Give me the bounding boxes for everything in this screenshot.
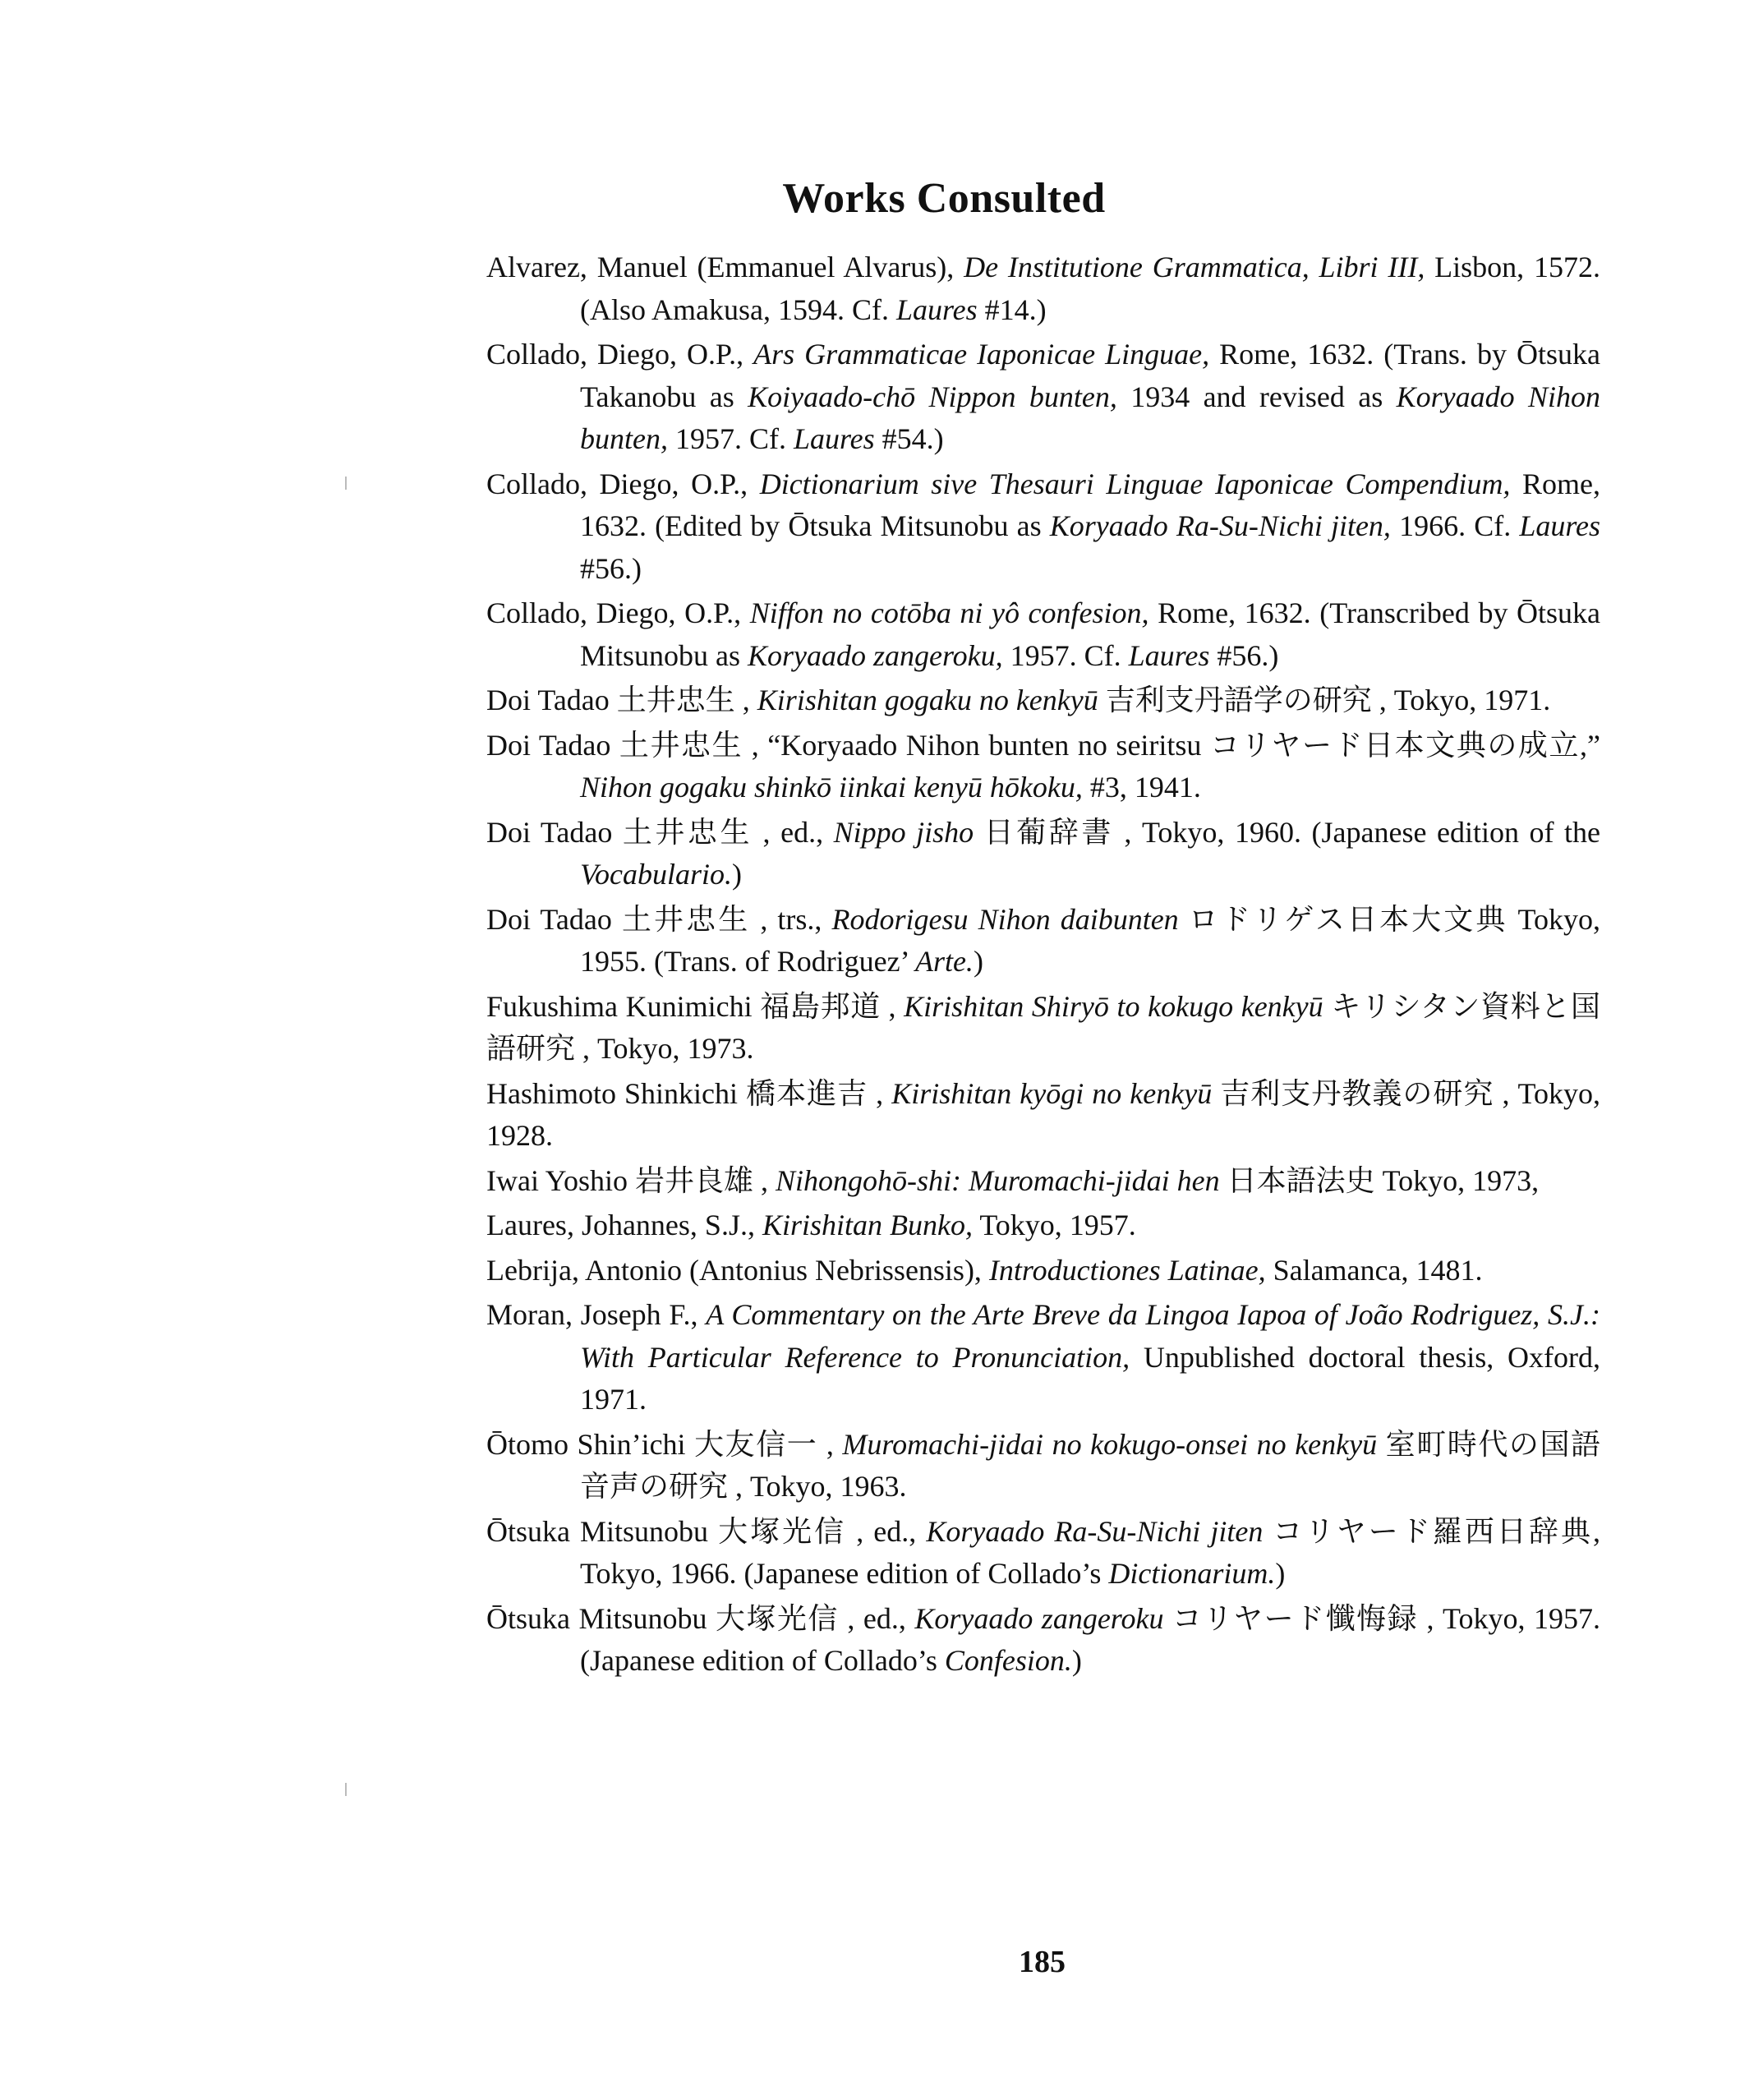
bibliography-entry: [486, 1511, 1600, 1596]
entry-text: ロドリゲス日本大文典 Tokyo, 1955. (Trans. of Rodriguez’: [580, 902, 1600, 978]
entry-title-italic: Nihon gogaku shinkō iinkai kenyū hōkoku,: [580, 771, 1083, 804]
entry-text: Rome, 1632. (Transcribed by Ōtsuka Mitsunobu as: [580, 596, 1600, 672]
bibliography-entry: [486, 334, 1600, 461]
entry-text: ): [973, 945, 983, 978]
entry-title-italic: Kirishitan gogaku no kenkyū: [757, 684, 1098, 716]
entry-title-italic: Laures: [1519, 509, 1601, 542]
entry-text: ): [732, 858, 742, 891]
entry-text: Salamanca, 1481.: [1265, 1253, 1483, 1287]
entry-text: 吉利支丹語学の研究 , Tokyo, 1971.: [1098, 684, 1551, 716]
entry-text: #14.): [977, 292, 1047, 326]
bibliography-entry: [486, 246, 1600, 331]
entry-title-italic: Dictionarium.: [1108, 1557, 1276, 1590]
entry-title-italic: Kirishitan kyōgi no kenkyū: [891, 1076, 1213, 1110]
entry-title-italic: Arte.: [914, 945, 974, 978]
bibliography-entry: [486, 1160, 1600, 1203]
entry-title-italic: Dictionarium sive Thesauri Linguae Iaponicae Compendium,: [759, 467, 1511, 500]
entry-title-italic: Laures: [793, 422, 875, 455]
bibliography-entry: [486, 592, 1600, 677]
entry-text: Alvarez, Manuel (Emmanuel Alvarus),: [486, 251, 964, 283]
entry-title-italic: Koryaado Ra-Su-Nichi jiten: [926, 1514, 1264, 1548]
entry-title-italic: A Commentary on the Arte Breve da Lingoa Iapoa of João Rodriguez, S.J.: With Particular Reference to Pronunciation,: [580, 1298, 1600, 1374]
bibliography-entry: [486, 1424, 1600, 1508]
bibliography-entry: [486, 1294, 1600, 1421]
entry-text: Doi Tadao 土井忠生 , trs.,: [486, 902, 832, 936]
entry-text: Lisbon, 1572. (Also Amakusa, 1594. Cf.: [580, 251, 1601, 326]
entry-text: 日本語法史 Tokyo, 1973,: [1219, 1163, 1540, 1197]
entry-text: 吉利支丹教義の研究 , Tokyo, 1928.: [486, 1076, 1601, 1152]
entry-text: #3, 1941.: [1082, 771, 1201, 804]
entry-text: Laures, Johannes, S.J.,: [486, 1209, 762, 1241]
entry-text: Unpublished doctoral thesis, Oxford, 1971.: [580, 1340, 1600, 1416]
entry-text: Hashimoto Shinkichi 橋本進吉 ,: [486, 1076, 892, 1110]
entry-text: Lebrija, Antonio (Antonius Nebrissensis),: [486, 1253, 989, 1287]
entry-title-italic: Koryaado Ra-Su-Nichi jiten,: [1049, 509, 1391, 542]
entry-text: ): [1071, 1644, 1082, 1677]
entry-text: Doi Tadao 土井忠生 ,: [486, 684, 757, 716]
entry-title-italic: Vocabulario.: [580, 858, 732, 891]
entry-text: Iwai Yoshio 岩井良雄 ,: [486, 1163, 776, 1197]
entry-text: 日葡辞書 , Tokyo, 1960. (Japanese edition of the: [974, 815, 1600, 849]
entry-title-italic: Introductiones Latinae,: [988, 1253, 1266, 1287]
entry-title-italic: Niffon no cotōba ni yô confesion,: [749, 596, 1149, 629]
page-title: Works Consulted: [782, 175, 1106, 222]
bibliography-entry: [486, 899, 1600, 983]
entry-text: 1934 and revised as: [1116, 380, 1397, 413]
entry-text: Ōtomo Shin’ichi 大友信一 ,: [486, 1427, 843, 1461]
entry-text: Rome, 1632. (Trans. by Ōtsuka Takanobu as: [580, 338, 1600, 413]
page-number: 185: [1019, 1945, 1066, 1979]
entry-text: Ōtsuka Mitsunobu 大塚光信 , ed.,: [486, 1514, 927, 1548]
entry-text: Doi Tadao 土井忠生 , ed.,: [486, 815, 834, 849]
entry-title-italic: Muromachi-jidai no kokugo-onsei no kenkyū: [842, 1427, 1378, 1461]
entry-text: Rome, 1632. (Edited by Ōtsuka Mitsunobu as: [580, 467, 1600, 542]
bibliography-entry: [486, 1073, 1600, 1158]
entry-text: 1957. Cf.: [667, 422, 794, 455]
entry-text: 室町時代の国語音声の研究 , Tokyo, 1963.: [580, 1427, 1600, 1503]
bibliography-list: [486, 246, 1600, 1685]
entry-text: Tokyo, 1957.: [972, 1209, 1136, 1241]
entry-title-italic: Koryaado zangeroku,: [748, 638, 1003, 672]
bibliography-entry: [486, 1250, 1600, 1292]
entry-title-italic: Koryaado zangeroku: [914, 1601, 1164, 1635]
entry-text: #56.): [1209, 638, 1279, 672]
bibliography-entry: [486, 679, 1600, 722]
scan-speck: [345, 1783, 347, 1796]
entry-text: 1966. Cf.: [1390, 509, 1520, 542]
entry-text: Collado, Diego, O.P.,: [486, 338, 754, 371]
scan-speck: [345, 477, 347, 490]
entry-text: Ōtsuka Mitsunobu 大塚光信 , ed.,: [486, 1601, 915, 1635]
entry-text: #54.): [874, 422, 944, 455]
entry-text: Fukushima Kunimichi 福島邦道 ,: [486, 989, 905, 1023]
entry-title-italic: Kirishitan Bunko,: [762, 1209, 973, 1241]
entry-title-italic: De Institutione Grammatica, Libri III,: [964, 251, 1425, 283]
entry-text: 1957. Cf.: [1002, 638, 1129, 672]
bibliography-entry: [486, 1598, 1600, 1683]
entry-title-italic: Koryaado Nihon bunten,: [580, 380, 1600, 455]
entry-title-italic: Nihongohō-shi: Muromachi-jidai hen: [776, 1163, 1220, 1197]
bibliography-entry: [486, 463, 1600, 591]
entry-text: Collado, Diego, O.P.,: [486, 467, 760, 500]
entry-text: Doi Tadao 土井忠生 , “Koryaado Nihon bunten no seiritsu コリヤード日本文典の成立,”: [486, 728, 1600, 762]
entry-text: コリヤード羅西日辞典, Tokyo, 1966. (Japanese edition of Collado’s: [580, 1514, 1600, 1590]
entry-text: Collado, Diego, O.P.,: [486, 596, 750, 629]
entry-text: コリヤード懺悔録 , Tokyo, 1957. (Japanese edition of Collado’s: [580, 1601, 1600, 1677]
entry-text: Moran, Joseph F.,: [486, 1298, 707, 1331]
bibliography-entry: [486, 1204, 1600, 1247]
entry-title-italic: Koiyaado-chō Nippon bunten,: [748, 380, 1117, 413]
bibliography-entry: [486, 725, 1600, 809]
entry-title-italic: Laures: [895, 292, 978, 326]
entry-title-italic: Laures: [1128, 638, 1210, 672]
entry-text: #56.): [580, 551, 642, 585]
entry-text: ): [1275, 1557, 1286, 1590]
bibliography-entry: [486, 986, 1600, 1071]
entry-title-italic: Kirishitan Shiryō to kokugo kenkyū: [904, 989, 1323, 1023]
entry-text: キリシタン資料と国語研究 , Tokyo, 1973.: [486, 989, 1600, 1065]
bibliography-entry: [486, 812, 1600, 896]
entry-title-italic: Ars Grammaticae Iaponicae Linguae,: [753, 338, 1210, 371]
entry-title-italic: Confesion.: [944, 1644, 1072, 1677]
entry-title-italic: Rodorigesu Nihon daibunten: [831, 902, 1179, 936]
entry-title-italic: Nippo jisho: [833, 815, 974, 849]
